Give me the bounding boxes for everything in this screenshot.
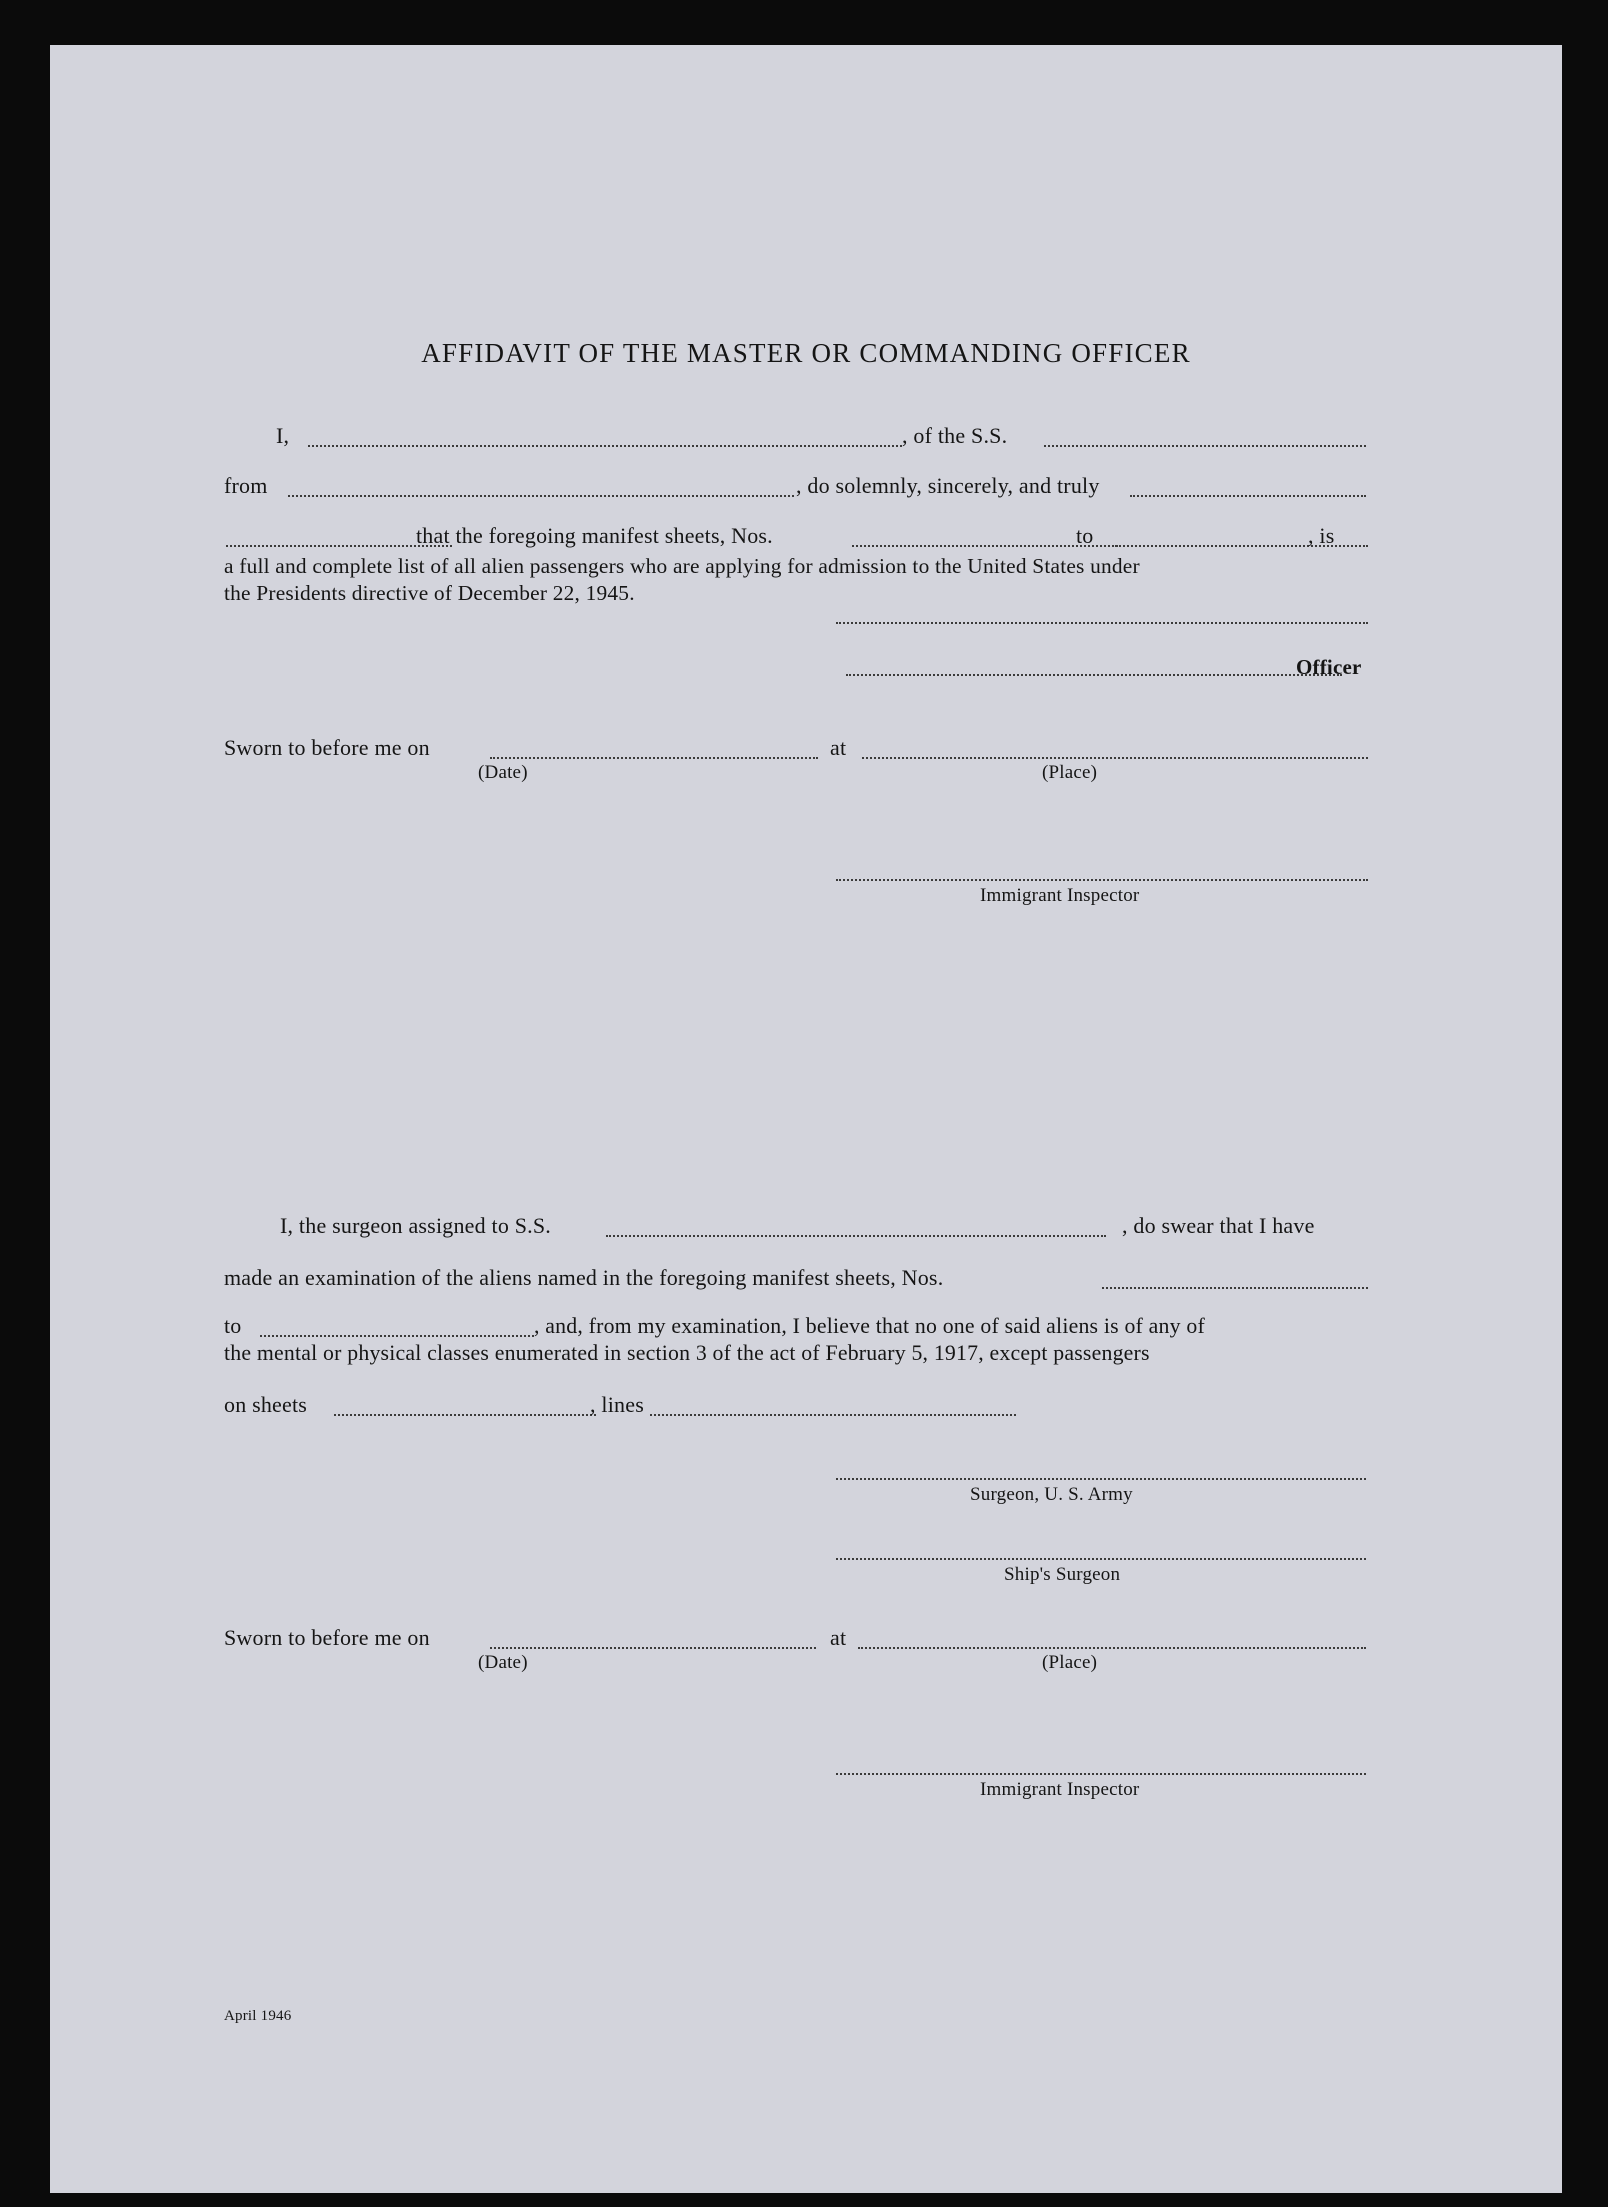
- lines-label: , lines: [590, 1392, 644, 1417]
- surgeon-place-label: (Place): [1042, 1652, 1098, 1673]
- officer-signature-field[interactable]: [846, 674, 1342, 676]
- sworn-date-field[interactable]: [490, 757, 818, 759]
- classes-text: the mental or physical classes enumerated in section 3 of the act of February 5, 1917, except passengers: [224, 1341, 1150, 1365]
- surgeon-ship-field[interactable]: [606, 1235, 1106, 1237]
- surgeon-sworn-place-field[interactable]: [858, 1647, 1366, 1649]
- is-label: , is: [1308, 523, 1335, 548]
- complete-list-text: a full and complete list of all alien passengers who are applying for admission to the United States under: [224, 554, 1140, 578]
- form-date: April 1946: [224, 2008, 292, 2024]
- master-signature-field[interactable]: [836, 622, 1368, 624]
- surgeon-sworn-text: Sworn to before me on: [224, 1625, 430, 1650]
- on-sheets-label: on sheets: [224, 1392, 308, 1417]
- except-lines-field[interactable]: [650, 1414, 1016, 1416]
- surgeon-date-label: (Date): [478, 1652, 528, 1673]
- page-title: AFFIDAVIT OF THE MASTER OR COMMANDING OFFICER: [421, 338, 1191, 368]
- surgeon-swear-text: , do swear that I have: [1122, 1213, 1315, 1238]
- swear-text: , do solemnly, sincerely, and truly: [796, 473, 1100, 498]
- to-label: to: [1076, 523, 1094, 548]
- sworn-place-field[interactable]: [862, 757, 1368, 759]
- exam-sheets-to-field[interactable]: [260, 1335, 534, 1337]
- sworn-text: Sworn to before me on: [224, 735, 430, 760]
- from-label: from: [224, 473, 268, 498]
- surgeon-at-label: at: [830, 1625, 847, 1650]
- inspector-signature-field[interactable]: [836, 879, 1368, 881]
- examination-text: made an examination of the aliens named in the foregoing manifest sheets, Nos.: [224, 1265, 944, 1290]
- ss-label: , of the S.S.: [902, 423, 1008, 448]
- army-surgeon-signature-field[interactable]: [836, 1478, 1366, 1480]
- document-page: [50, 45, 1562, 2193]
- army-surgeon-label: Surgeon, U. S. Army: [970, 1484, 1133, 1505]
- surgeon-to-label: to: [224, 1313, 242, 1338]
- belief-text: , and, from my examination, I believe that no one of said aliens is of any of: [534, 1314, 1205, 1338]
- date-label: (Date): [478, 762, 528, 783]
- except-sheets-field[interactable]: [334, 1414, 596, 1416]
- ship-name-field[interactable]: [1044, 445, 1366, 447]
- at-label: at: [830, 735, 847, 760]
- from-field[interactable]: [288, 495, 794, 497]
- manifest-text: that the foregoing manifest sheets, Nos.: [416, 523, 773, 548]
- directive-text: the Presidents directive of December 22, 1945.: [224, 581, 635, 605]
- place-label: (Place): [1042, 762, 1098, 783]
- surgeon-sworn-date-field[interactable]: [490, 1647, 816, 1649]
- oath-field[interactable]: [1130, 495, 1366, 497]
- surgeon-inspector-signature-field[interactable]: [836, 1773, 1366, 1775]
- inspector-label: Immigrant Inspector: [980, 885, 1140, 906]
- surgeon-inspector-label: Immigrant Inspector: [980, 1779, 1140, 1800]
- officer-label: Officer: [1296, 655, 1362, 679]
- exam-sheets-from-field[interactable]: [1102, 1287, 1368, 1289]
- name-field[interactable]: [308, 445, 902, 447]
- i-label: I,: [276, 423, 290, 448]
- surgeon-assigned-text: I, the surgeon assigned to S.S.: [280, 1213, 552, 1238]
- ships-surgeon-signature-field[interactable]: [836, 1558, 1366, 1560]
- ships-surgeon-label: Ship's Surgeon: [1004, 1564, 1121, 1585]
